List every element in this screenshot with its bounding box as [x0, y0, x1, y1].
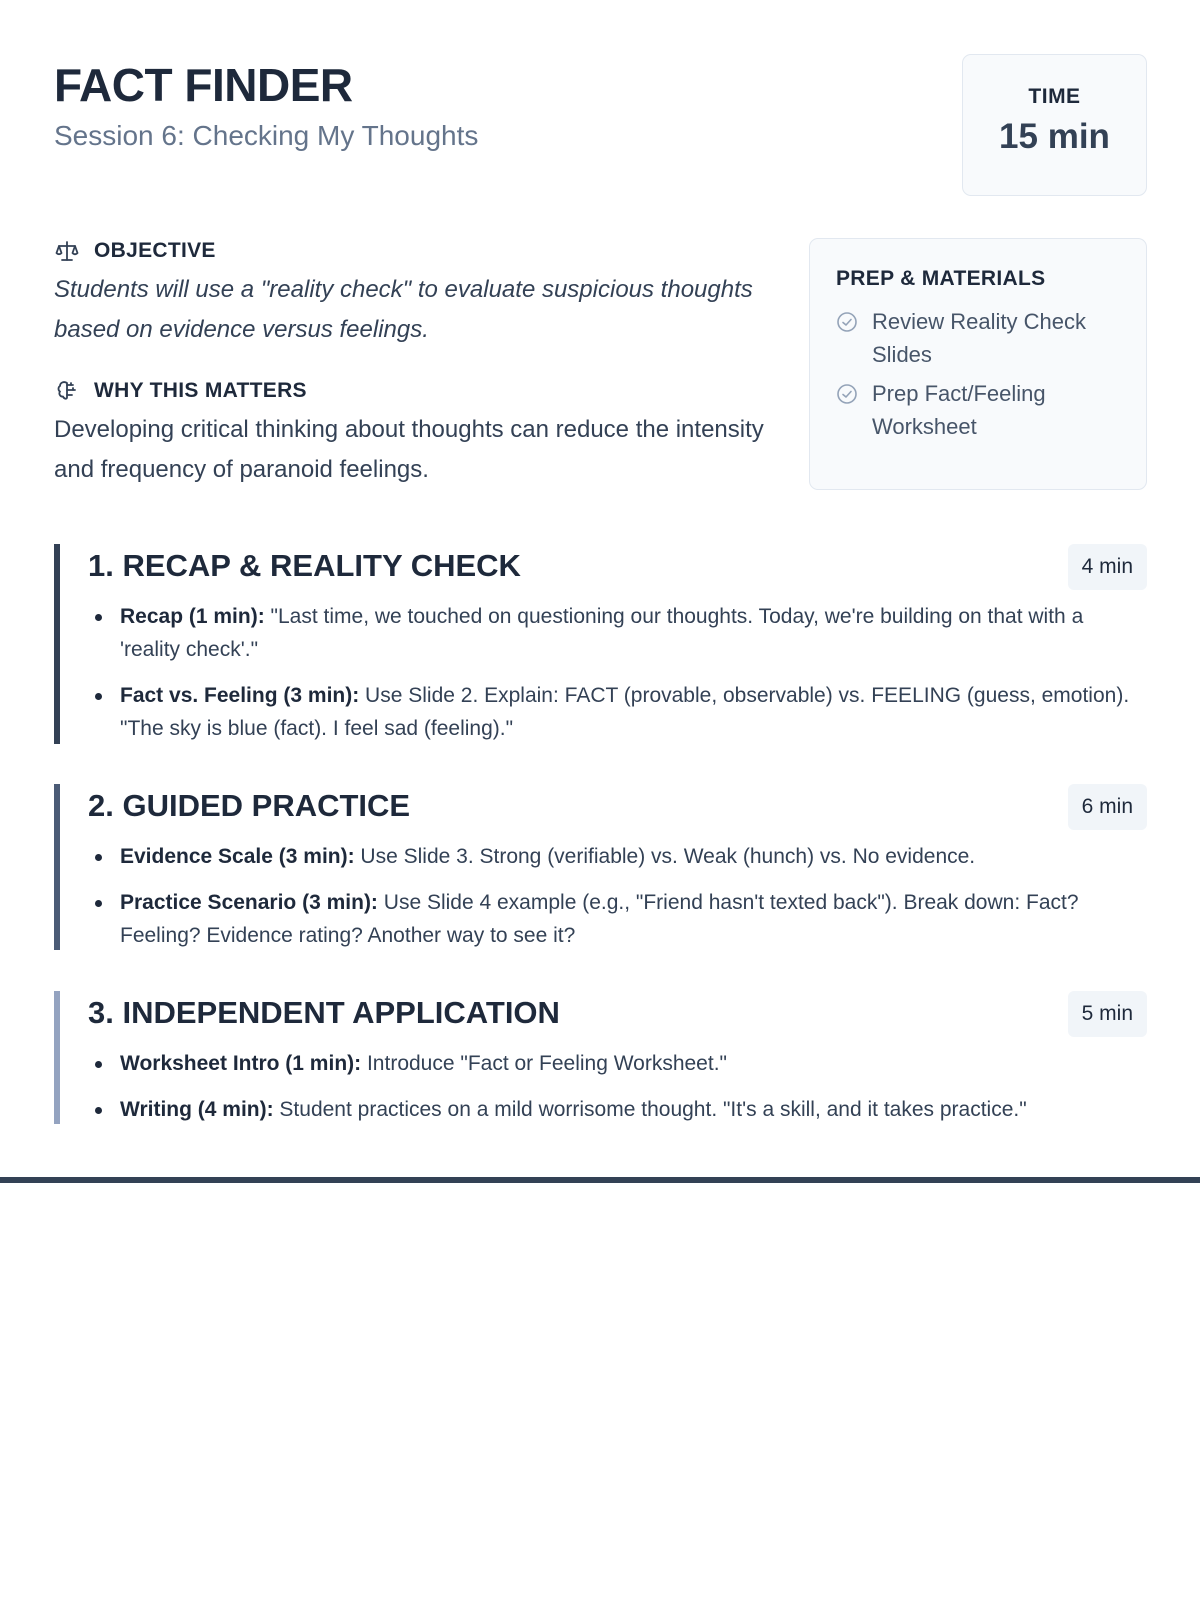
activity-lead: Practice Scenario (3 min): — [120, 891, 378, 914]
activity-lead: Recap (1 min): — [120, 605, 265, 628]
prep-item-label: Prep Fact/Feeling Worksheet — [872, 381, 1046, 439]
scale-icon — [54, 238, 80, 264]
lesson-step-2 — [54, 784, 1147, 950]
activity-item — [88, 1093, 1147, 1126]
activity-item — [88, 840, 1147, 873]
duration-badge: 5 min — [1068, 991, 1147, 1037]
activity-text: Use Slide 3. Strong (verifiable) vs. Weak (hunch) vs. No evidence. — [354, 845, 976, 868]
step-header — [88, 784, 1147, 830]
step-activity-list — [88, 840, 1147, 952]
step-accent-bar — [54, 991, 60, 1124]
duration-badge: 6 min — [1068, 784, 1147, 830]
activity-item — [88, 679, 1147, 745]
duration-badge: 4 min — [1068, 544, 1147, 590]
why-heading — [54, 378, 307, 404]
check-circle-icon — [836, 383, 858, 405]
prep-item-label: Review Reality Check Slides — [872, 309, 1086, 367]
activity-item — [88, 600, 1147, 666]
activity-item — [88, 886, 1147, 952]
bottom-divider — [0, 1177, 1200, 1183]
activity-item — [88, 1047, 1147, 1080]
step-activity-list — [88, 600, 1147, 745]
step-header — [88, 991, 1147, 1037]
step-title: 3. INDEPENDENT APPLICATION — [88, 995, 560, 1030]
page-title: FACT FINDER — [54, 59, 353, 111]
objective-heading — [54, 238, 216, 264]
prep-materials-card — [809, 238, 1147, 490]
step-accent-bar — [54, 544, 60, 744]
time-label: TIME — [1028, 85, 1081, 108]
activity-text: Student practices on a mild worrisome thought. "It's a skill, and it takes practice." — [273, 1098, 1027, 1121]
session-subtitle: Session 6: Checking My Thoughts — [54, 120, 479, 151]
activity-lead: Evidence Scale (3 min): — [120, 845, 355, 868]
activity-lead: Writing (4 min): — [120, 1098, 274, 1121]
activity-text: Introduce "Fact or Feeling Worksheet." — [361, 1052, 727, 1075]
step-title: 2. GUIDED PRACTICE — [88, 788, 411, 823]
prep-item — [836, 377, 1120, 443]
why-heading-label: WHY THIS MATTERS — [94, 379, 307, 402]
activity-text: "Last time, we touched on questioning our thoughts. Today, we're building on that with a 'reality check'." — [120, 605, 1084, 661]
prep-title: PREP & MATERIALS — [836, 267, 1046, 290]
why-text: Developing critical thinking about thoughts can reduce the intensity and frequency of paranoid feelings. — [54, 416, 764, 483]
activity-lead: Worksheet Intro (1 min): — [120, 1052, 362, 1075]
step-accent-bar — [54, 784, 60, 950]
step-header — [88, 544, 1147, 590]
lesson-step-3 — [54, 991, 1147, 1124]
objective-heading-label: OBJECTIVE — [94, 239, 216, 262]
step-activity-list — [88, 1047, 1147, 1126]
activity-lead: Fact vs. Feeling (3 min): — [120, 684, 360, 707]
objective-text: Students will use a "reality check" to evaluate suspicious thoughts based on evidence versus feelings. — [54, 276, 753, 343]
check-circle-icon — [836, 311, 858, 333]
lesson-step-1 — [54, 544, 1147, 744]
time-card — [962, 54, 1147, 196]
activity-text: Use Slide 2. Explain: FACT (provable, observable) vs. FEELING (guess, emotion). "The sky is blue (fact). I feel sad (feeling)." — [120, 684, 1130, 740]
activity-text: Use Slide 4 example (e.g., "Friend hasn't texted back"). Break down: Fact? Feeling? Evidence rating? Another way to see it? — [120, 891, 1079, 947]
prep-item — [836, 305, 1120, 371]
step-title: 1. RECAP & REALITY CHECK — [88, 548, 521, 583]
time-value: 15 min — [999, 117, 1110, 156]
brain-icon — [54, 378, 80, 404]
